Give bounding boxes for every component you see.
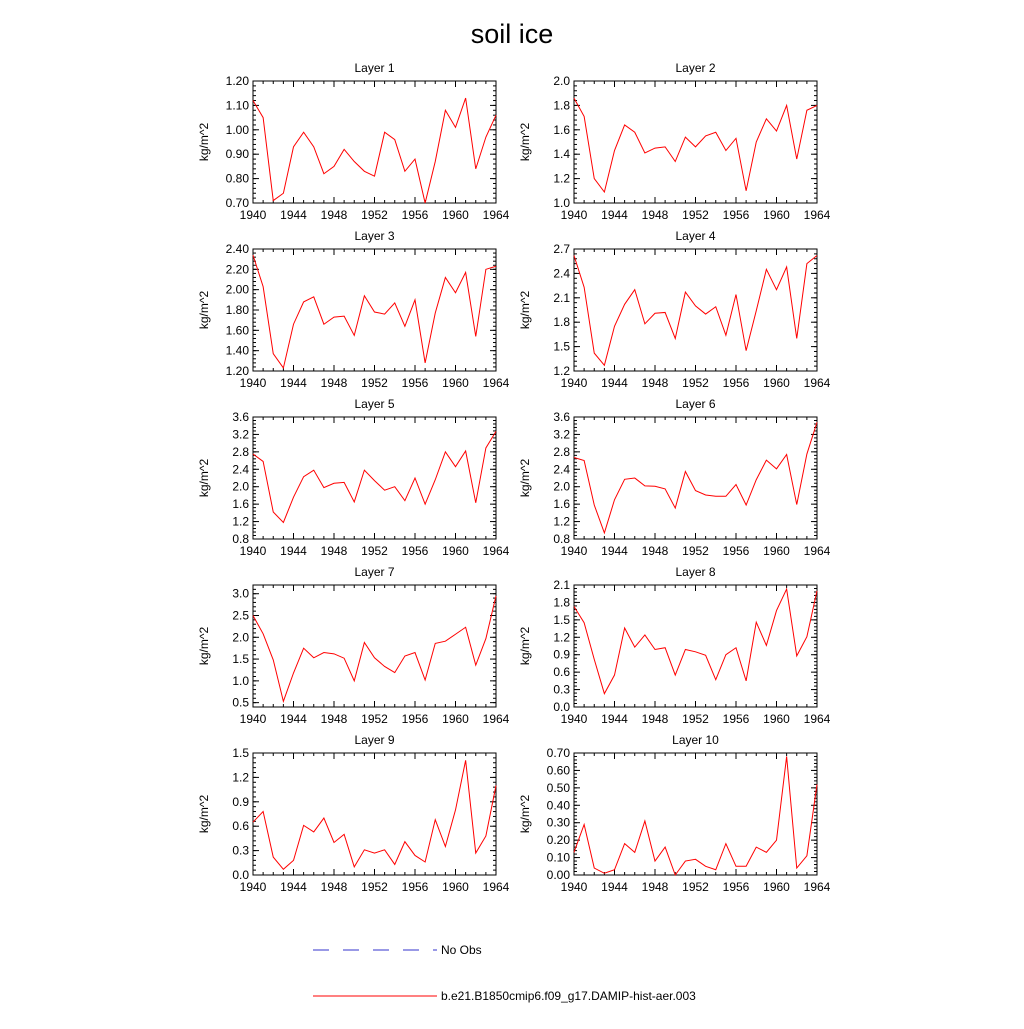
plot-frame <box>574 753 817 875</box>
x-tick-label: 1944 <box>601 712 628 726</box>
y-tick-label: 0.6 <box>553 665 570 680</box>
x-tick-label: 1944 <box>280 208 307 222</box>
x-tick-label: 1940 <box>239 208 267 222</box>
x-tick-label: 1944 <box>601 208 628 222</box>
x-tick-label: 1940 <box>239 376 267 390</box>
x-tick-label: 1960 <box>442 544 469 558</box>
x-tick-label: 1956 <box>401 376 429 390</box>
series-line <box>574 756 817 875</box>
x-tick-label: 1940 <box>560 712 588 726</box>
y-tick-label: 2.1 <box>553 578 570 592</box>
y-tick-label: 2.8 <box>553 444 570 459</box>
y-tick-label: 1.2 <box>553 364 570 378</box>
series-line <box>574 256 817 366</box>
x-tick-label: 1964 <box>482 544 510 558</box>
x-tick-label: 1944 <box>601 544 628 558</box>
x-tick-label: 1948 <box>320 376 348 390</box>
y-tick-label: 2.40 <box>225 242 249 256</box>
x-tick-label: 1944 <box>280 880 307 894</box>
panel-layer-6 <box>518 397 831 558</box>
plot-frame <box>574 81 817 203</box>
series-line <box>574 589 817 694</box>
y-tick-label: 1.8 <box>553 98 570 113</box>
plot-frame <box>574 249 817 371</box>
x-tick-label: 1948 <box>641 712 669 726</box>
y-axis-label: kg/m^2 <box>518 458 532 498</box>
x-tick-label: 1952 <box>682 880 709 894</box>
x-tick-label: 1956 <box>722 712 750 726</box>
y-tick-label: 3.2 <box>232 427 249 442</box>
y-tick-label: 1.6 <box>232 497 249 512</box>
series-line <box>253 431 496 522</box>
y-tick-label: 1.6 <box>553 497 570 512</box>
x-tick-label: 1964 <box>803 544 831 558</box>
x-tick-label: 1940 <box>560 208 588 222</box>
y-tick-label: 2.0 <box>232 479 249 494</box>
plot-frame <box>253 753 496 875</box>
series-line <box>253 255 496 368</box>
x-tick-label: 1940 <box>560 376 588 390</box>
y-tick-label: 0.90 <box>225 147 249 162</box>
y-tick-label: 3.0 <box>232 586 249 601</box>
y-tick-label: 2.0 <box>553 479 570 494</box>
x-tick-label: 1948 <box>641 376 669 390</box>
legend-label-model: b.e21.B1850cmip6.f09_g17.DAMIP-hist-aer.003 <box>441 989 696 1003</box>
y-tick-label: 0.0 <box>553 700 570 714</box>
panel-layer-4 <box>518 229 831 390</box>
x-tick-label: 1960 <box>442 712 469 726</box>
x-tick-label: 1956 <box>722 880 750 894</box>
x-tick-label: 1964 <box>803 208 831 222</box>
x-tick-label: 1952 <box>682 712 709 726</box>
y-axis-label: kg/m^2 <box>197 122 211 162</box>
y-tick-label: 0.3 <box>232 843 249 858</box>
y-tick-label: 1.80 <box>225 303 249 317</box>
legend <box>313 943 696 1003</box>
y-tick-label: 0.9 <box>553 647 570 662</box>
y-tick-label: 1.10 <box>225 98 249 113</box>
x-tick-label: 1948 <box>641 544 669 558</box>
y-tick-label: 2.1 <box>553 290 570 305</box>
panel-title: Layer 6 <box>675 397 716 411</box>
x-tick-label: 1960 <box>763 544 790 558</box>
y-tick-label: 1.8 <box>553 595 570 610</box>
x-tick-label: 1948 <box>320 712 348 726</box>
x-tick-label: 1952 <box>361 880 388 894</box>
y-axis-label: kg/m^2 <box>518 122 532 162</box>
y-tick-label: 2.0 <box>553 74 570 88</box>
x-tick-label: 1940 <box>560 880 588 894</box>
series-line <box>574 422 817 533</box>
y-tick-label: 0.0 <box>232 868 249 882</box>
x-tick-label: 1948 <box>641 880 669 894</box>
legend-label-no-obs: No Obs <box>441 943 482 957</box>
x-tick-label: 1944 <box>280 544 307 558</box>
x-tick-label: 1944 <box>280 376 307 390</box>
x-tick-label: 1956 <box>401 208 429 222</box>
y-tick-label: 1.0 <box>232 673 249 688</box>
panel-layer-9 <box>197 733 510 894</box>
x-tick-label: 1940 <box>239 712 267 726</box>
y-tick-label: 0.70 <box>225 196 249 210</box>
x-tick-label: 1944 <box>601 376 628 390</box>
y-tick-label: 2.7 <box>553 242 570 256</box>
panel-layer-2 <box>518 61 831 222</box>
x-tick-label: 1964 <box>482 208 510 222</box>
y-axis-label: kg/m^2 <box>518 626 532 666</box>
x-tick-label: 1960 <box>763 208 790 222</box>
x-tick-label: 1960 <box>442 376 469 390</box>
y-tick-label: 1.60 <box>225 323 249 338</box>
y-tick-label: 0.9 <box>232 794 249 809</box>
y-tick-label: 3.2 <box>553 427 570 442</box>
y-tick-label: 1.5 <box>232 746 249 760</box>
panel-layer-3 <box>197 229 510 390</box>
y-tick-label: 0.20 <box>546 833 570 848</box>
y-tick-label: 1.00 <box>225 122 249 137</box>
series-line <box>253 760 496 869</box>
x-tick-label: 1964 <box>803 376 831 390</box>
y-tick-label: 3.6 <box>553 410 570 424</box>
x-tick-label: 1952 <box>361 376 388 390</box>
y-tick-label: 1.5 <box>553 339 570 354</box>
panel-title: Layer 9 <box>354 733 395 747</box>
y-tick-label: 1.2 <box>553 630 570 645</box>
x-tick-label: 1960 <box>442 880 469 894</box>
panel-title: Layer 2 <box>675 61 716 75</box>
y-axis-label: kg/m^2 <box>197 290 211 330</box>
y-tick-label: 0.40 <box>546 798 570 813</box>
x-tick-label: 1964 <box>482 376 510 390</box>
y-axis-label: kg/m^2 <box>197 794 211 834</box>
y-tick-label: 1.2 <box>553 514 570 529</box>
y-tick-label: 1.4 <box>553 147 570 162</box>
panels-group <box>197 61 831 894</box>
y-tick-label: 2.00 <box>225 282 249 297</box>
x-tick-label: 1952 <box>682 208 709 222</box>
y-tick-label: 2.4 <box>232 462 249 477</box>
y-tick-label: 2.8 <box>232 444 249 459</box>
y-tick-label: 1.0 <box>553 196 570 210</box>
x-tick-label: 1956 <box>722 208 750 222</box>
y-tick-label: 1.5 <box>232 652 249 667</box>
x-tick-label: 1952 <box>682 544 709 558</box>
panel-layer-10 <box>518 733 831 894</box>
panel-title: Layer 5 <box>354 397 395 411</box>
x-tick-label: 1964 <box>803 712 831 726</box>
y-tick-label: 0.50 <box>546 780 570 795</box>
y-tick-label: 2.4 <box>553 266 570 281</box>
x-tick-label: 1956 <box>401 544 429 558</box>
x-tick-label: 1964 <box>482 712 510 726</box>
x-tick-label: 1952 <box>361 208 388 222</box>
plot-frame <box>253 81 496 203</box>
x-tick-label: 1964 <box>803 880 831 894</box>
x-tick-label: 1948 <box>320 544 348 558</box>
series-line <box>253 596 496 701</box>
y-axis-label: kg/m^2 <box>197 458 211 498</box>
x-tick-label: 1940 <box>239 544 267 558</box>
plot-frame <box>574 585 817 707</box>
x-tick-label: 1944 <box>601 880 628 894</box>
y-tick-label: 1.20 <box>225 74 249 88</box>
panel-title: Layer 7 <box>354 565 395 579</box>
x-tick-label: 1948 <box>320 208 348 222</box>
panel-title: Layer 1 <box>354 61 395 75</box>
plot-frame <box>253 585 496 707</box>
panel-title: Layer 4 <box>675 229 716 243</box>
plot-frame <box>574 417 817 539</box>
y-tick-label: 0.5 <box>232 695 249 710</box>
plot-frame <box>253 249 496 371</box>
main-title: soil ice <box>470 19 554 49</box>
x-tick-label: 1964 <box>482 880 510 894</box>
panel-title: Layer 10 <box>672 733 719 747</box>
y-tick-label: 1.2 <box>232 514 249 529</box>
y-tick-label: 1.20 <box>225 364 249 378</box>
x-tick-label: 1940 <box>560 544 588 558</box>
y-tick-label: 0.00 <box>546 868 570 882</box>
y-tick-label: 1.6 <box>553 122 570 137</box>
panel-layer-5 <box>197 397 510 558</box>
panel-layer-7 <box>197 565 510 726</box>
y-tick-label: 0.60 <box>546 763 570 778</box>
y-tick-label: 1.2 <box>553 171 570 186</box>
x-tick-label: 1960 <box>763 376 790 390</box>
x-tick-label: 1952 <box>361 544 388 558</box>
x-tick-label: 1952 <box>361 712 388 726</box>
y-tick-label: 0.70 <box>546 746 570 760</box>
y-tick-label: 1.5 <box>553 612 570 627</box>
y-tick-label: 1.8 <box>553 315 570 330</box>
panel-title: Layer 3 <box>354 229 395 243</box>
y-tick-label: 0.30 <box>546 815 570 830</box>
y-axis-label: kg/m^2 <box>197 626 211 666</box>
y-tick-label: 2.5 <box>232 608 249 623</box>
y-tick-label: 0.8 <box>232 532 249 546</box>
series-line <box>253 98 496 203</box>
panel-layer-1 <box>197 61 510 222</box>
plot-frame <box>253 417 496 539</box>
x-tick-label: 1960 <box>763 880 790 894</box>
panel-title: Layer 8 <box>675 565 716 579</box>
x-tick-label: 1948 <box>641 208 669 222</box>
y-tick-label: 0.6 <box>232 819 249 834</box>
y-tick-label: 2.4 <box>553 462 570 477</box>
x-tick-label: 1944 <box>280 712 307 726</box>
series-line <box>574 98 817 192</box>
x-tick-label: 1956 <box>401 712 429 726</box>
y-tick-label: 1.40 <box>225 343 249 358</box>
y-tick-label: 0.3 <box>553 682 570 697</box>
y-tick-label: 0.80 <box>225 171 249 186</box>
panel-layer-8 <box>518 565 831 726</box>
x-tick-label: 1952 <box>682 376 709 390</box>
x-tick-label: 1960 <box>763 712 790 726</box>
x-tick-label: 1956 <box>401 880 429 894</box>
y-tick-label: 1.2 <box>232 770 249 785</box>
x-tick-label: 1940 <box>239 880 267 894</box>
y-tick-label: 0.10 <box>546 850 570 865</box>
y-tick-label: 2.0 <box>232 630 249 645</box>
x-tick-label: 1956 <box>722 544 750 558</box>
x-tick-label: 1960 <box>442 208 469 222</box>
y-tick-label: 0.8 <box>553 532 570 546</box>
y-axis-label: kg/m^2 <box>518 290 532 330</box>
x-tick-label: 1956 <box>722 376 750 390</box>
y-tick-label: 3.6 <box>232 410 249 424</box>
x-tick-label: 1948 <box>320 880 348 894</box>
y-axis-label: kg/m^2 <box>518 794 532 834</box>
y-tick-label: 2.20 <box>225 262 249 277</box>
